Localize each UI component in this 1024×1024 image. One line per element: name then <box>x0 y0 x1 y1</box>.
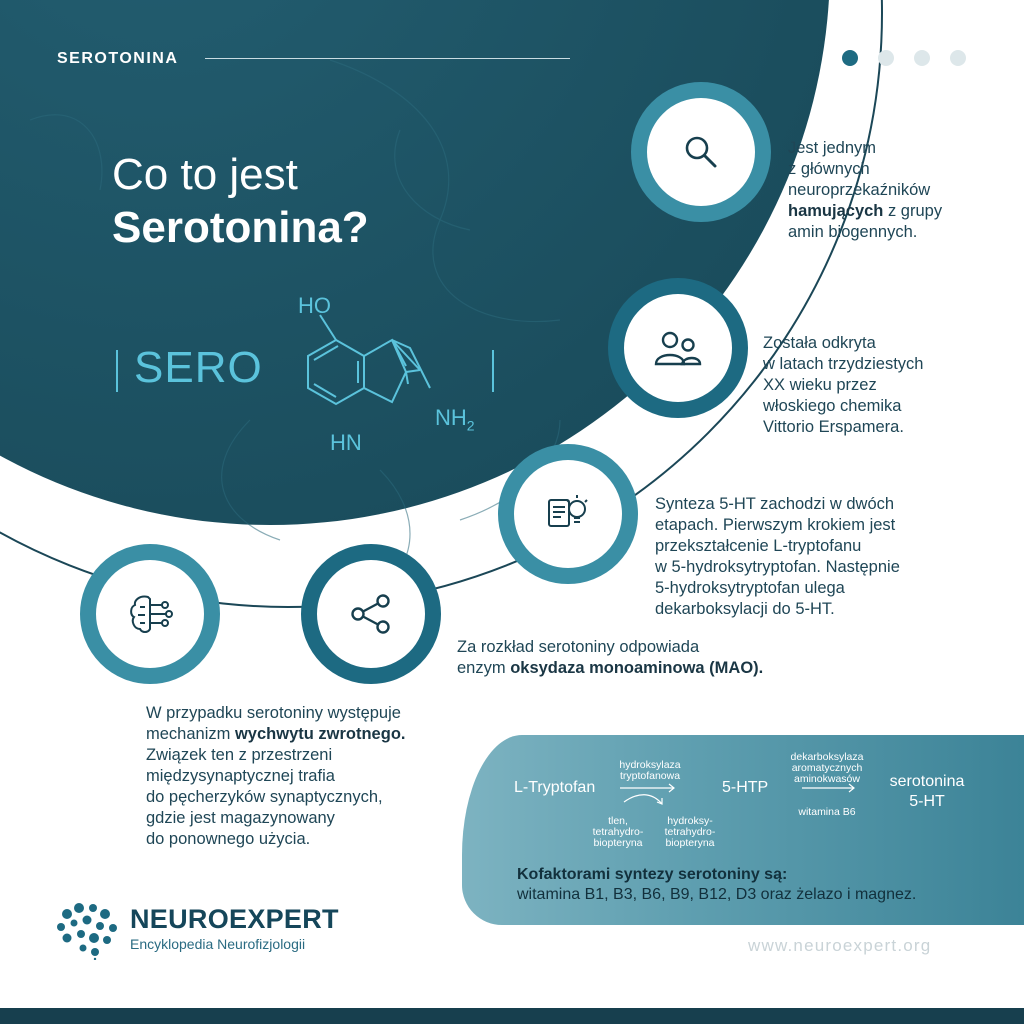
brain-circuit-icon <box>126 591 174 637</box>
footer-bar <box>0 1008 1024 1024</box>
pagination-dots <box>842 50 966 66</box>
pagination-dot[interactable] <box>950 50 966 66</box>
pagination-dot-active[interactable] <box>842 50 858 66</box>
fact-circle-idea <box>498 444 638 584</box>
molecule-label-ho: HO <box>298 293 331 318</box>
header-divider <box>205 58 570 59</box>
fact-text-5: W przypadku serotoniny występuje mechanizm wychwytu zwrotnego. Związek ten z przestrzeni międzysynaptycznej trafia do pęcherzyków synaptycznych, gdzie jest magazynowany do ponownego użycia. <box>146 704 406 848</box>
pathway-arrow-2 <box>800 782 858 794</box>
fact-text-3: Synteza 5-HT zachodzi w dwóch etapach. Pierwszym krokiem jest przekształcenie L-tryptofanu w 5-hydroksytryptofan. Następnie 5-hydroksytryptofan ulega dekarboksylacji do 5-HT. <box>655 495 900 618</box>
fact-circle-search <box>631 82 771 222</box>
sero-bracket-right <box>492 350 494 392</box>
pathway-cofactor-1: tlen, tetrahydro- biopteryna <box>592 815 644 849</box>
pathway-enzyme-2: dekarboksylaza aromatycznych aminokwasów <box>790 751 864 785</box>
title-line-1: Co to jest <box>112 150 298 199</box>
pathway-l-tryptofan: L-Tryptofan <box>514 779 596 796</box>
pathway-cofactor-2: hydroksy- tetrahydro- biopteryna <box>664 815 716 849</box>
fact-circle-brain <box>80 544 220 684</box>
brand-subtitle: Encyklopedia Neurofizjologii <box>130 936 306 952</box>
brand-name: NEUROEXPERT <box>130 904 339 934</box>
pathway-end: serotonina 5-HT <box>889 773 965 810</box>
pathway-cofactor-3: witamina B6 <box>798 806 856 818</box>
pathway-5-htp: 5-HTP <box>722 779 769 796</box>
molecule-label-nh2: $NH_2$ <box>435 405 475 434</box>
pagination-dot[interactable] <box>914 50 930 66</box>
search-icon <box>681 132 721 172</box>
share-icon <box>349 592 393 636</box>
people-icon <box>652 328 704 368</box>
pagination-dot[interactable] <box>878 50 894 66</box>
neuroexpert-logo-icon <box>55 900 121 960</box>
cofactors-title: Kofaktorami syntezy serotoniny są: <box>517 866 788 883</box>
cofactors-body: witamina B1, B3, B6, B9, B12, D3 oraz żelazo i magnez. <box>517 886 917 903</box>
fact-text-1: Jest jednym z głównych neuroprzekaźników hamujących z grupy amin biogennych. <box>788 139 943 241</box>
sero-bracket-left <box>116 350 118 392</box>
fact-text-2: Została odkryta w latach trzydziestych XX wieku przez włoskiego chemika Vittorio Erspamera. <box>763 334 924 436</box>
pathway-arrow-1 <box>618 782 678 808</box>
document-lightbulb-icon <box>545 492 591 536</box>
sero-label: SERO <box>134 343 263 392</box>
fact-circle-people <box>608 278 748 418</box>
molecule-label-hn: HN <box>330 430 362 455</box>
fact-circle-share <box>301 544 441 684</box>
title-line-2: Serotonina? <box>112 203 369 252</box>
website-link[interactable]: www.neuroexpert.org <box>748 936 932 955</box>
pathway-enzyme-1: hydroksylaza tryptofanowa <box>619 759 681 782</box>
fact-text-4: Za rozkład serotoniny odpowiada enzym oksydaza monoaminowa (MAO). <box>457 638 764 677</box>
header-label: SEROTONINA <box>57 50 179 67</box>
